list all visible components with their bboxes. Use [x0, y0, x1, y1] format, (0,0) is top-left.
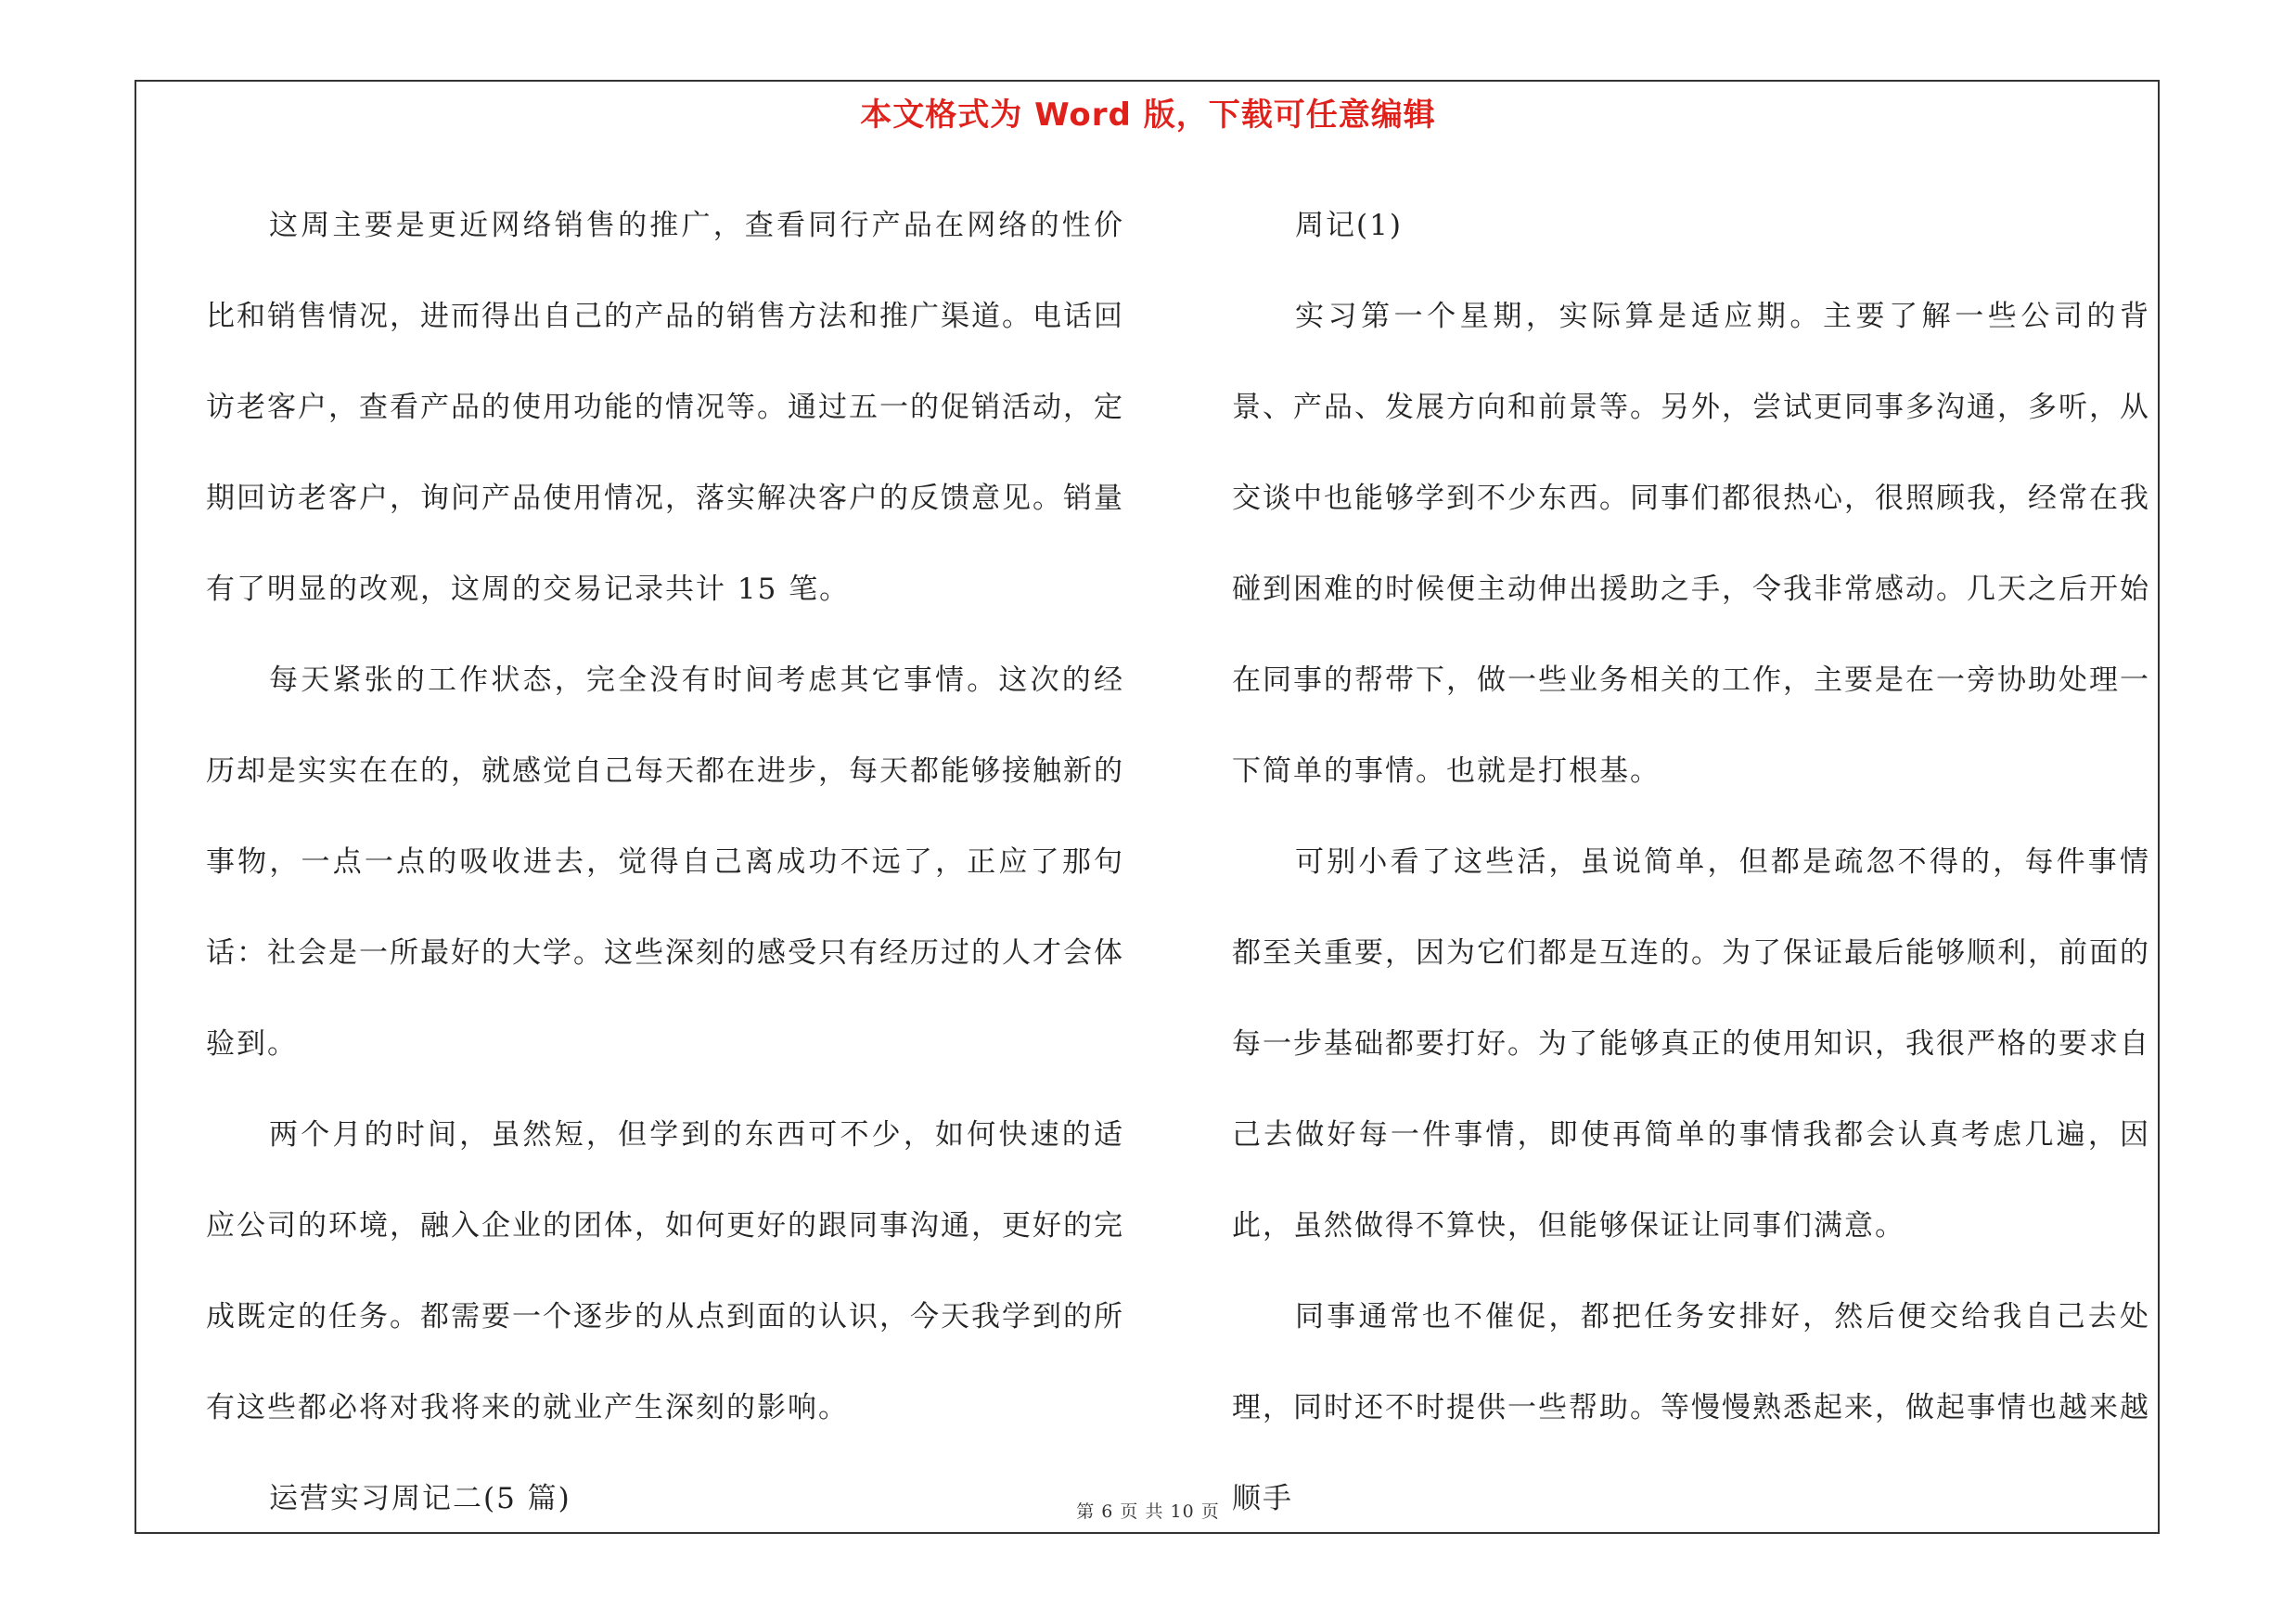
word-format-banner: 本文格式为 Word 版，下载可任意编辑: [860, 97, 1436, 134]
paragraph: 两个月的时间，虽然短，但学到的东西可不少，如何快速的适应公司的环境，融入企业的团体，如何更好的跟同事沟通，更好的完成既定的任务。都需要一个逐步的从点到面的认识，今天我学到的所有这些都必将对我将来的就业产生深刻的影响。: [206, 1118, 1124, 1424]
paragraph: 可别小看了这些活，虽说简单，但都是疏忽不得的，每件事情都至关重要，因为它们都是互连的。为了保证最后能够顺利，前面的每一步基础都要打好。为了能够真正的使用知识，我很严格的要求自己去做好每一件事情，即使再简单的事情我都会认真考虑几遍，因此，虽然做得不算快，但能够保证让同事们满意。: [1232, 845, 2150, 1243]
section-heading: 运营实习周记二(5 篇): [269, 1482, 571, 1515]
paragraph: 实习第一个星期，实际算是适应期。主要了解一些公司的背景、产品、发展方向和前景等。另外，尝试更同事多沟通，多听，从交谈中也能够学到不少东西。同事们都很热心，很照顾我，经常在我碰到困难的时候便主动伸出援助之手，令我非常感动。几天之后开始在同事的帮带下，做一些业务相关的工作，主要是在一旁协助处理一下简单的事情。也就是打根基。: [1232, 300, 2150, 788]
left-column: [206, 180, 1124, 1544]
paragraph: 每天紧张的工作状态，完全没有时间考虑其它事情。这次的经历却是实实在在的，就感觉自己每天都在进步，每天都能够接触新的事物，一点一点的吸收进去，觉得自己离成功不远了，正应了那句话：社会是一所最好的大学。这些深刻的感受只有经历过的人才会体验到。: [206, 663, 1124, 1061]
paragraph: 这周主要是更近网络销售的推广，查看同行产品在网络的性价比和销售情况，进而得出自己的产品的销售方法和推广渠道。电话回访老客户，查看产品的使用功能的情况等。通过五一的促销活动，定期回访老客户，询问产品使用情况，落实解决客户的反馈意见。销量有了明显的改观，这周的交易记录共计 15 笔。: [206, 209, 1124, 606]
page-number-footer: 第 6 页 共 10 页: [1076, 1501, 1220, 1522]
paragraph: 同事通常也不催促，都把任务安排好，然后便交给我自己去处理，同时还不时提供一些帮助。等慢慢熟悉起来，做起事情也越来越顺手: [1232, 1300, 2150, 1515]
section-heading: 周记(1): [1295, 209, 1403, 242]
right-column: [1232, 180, 2150, 1544]
